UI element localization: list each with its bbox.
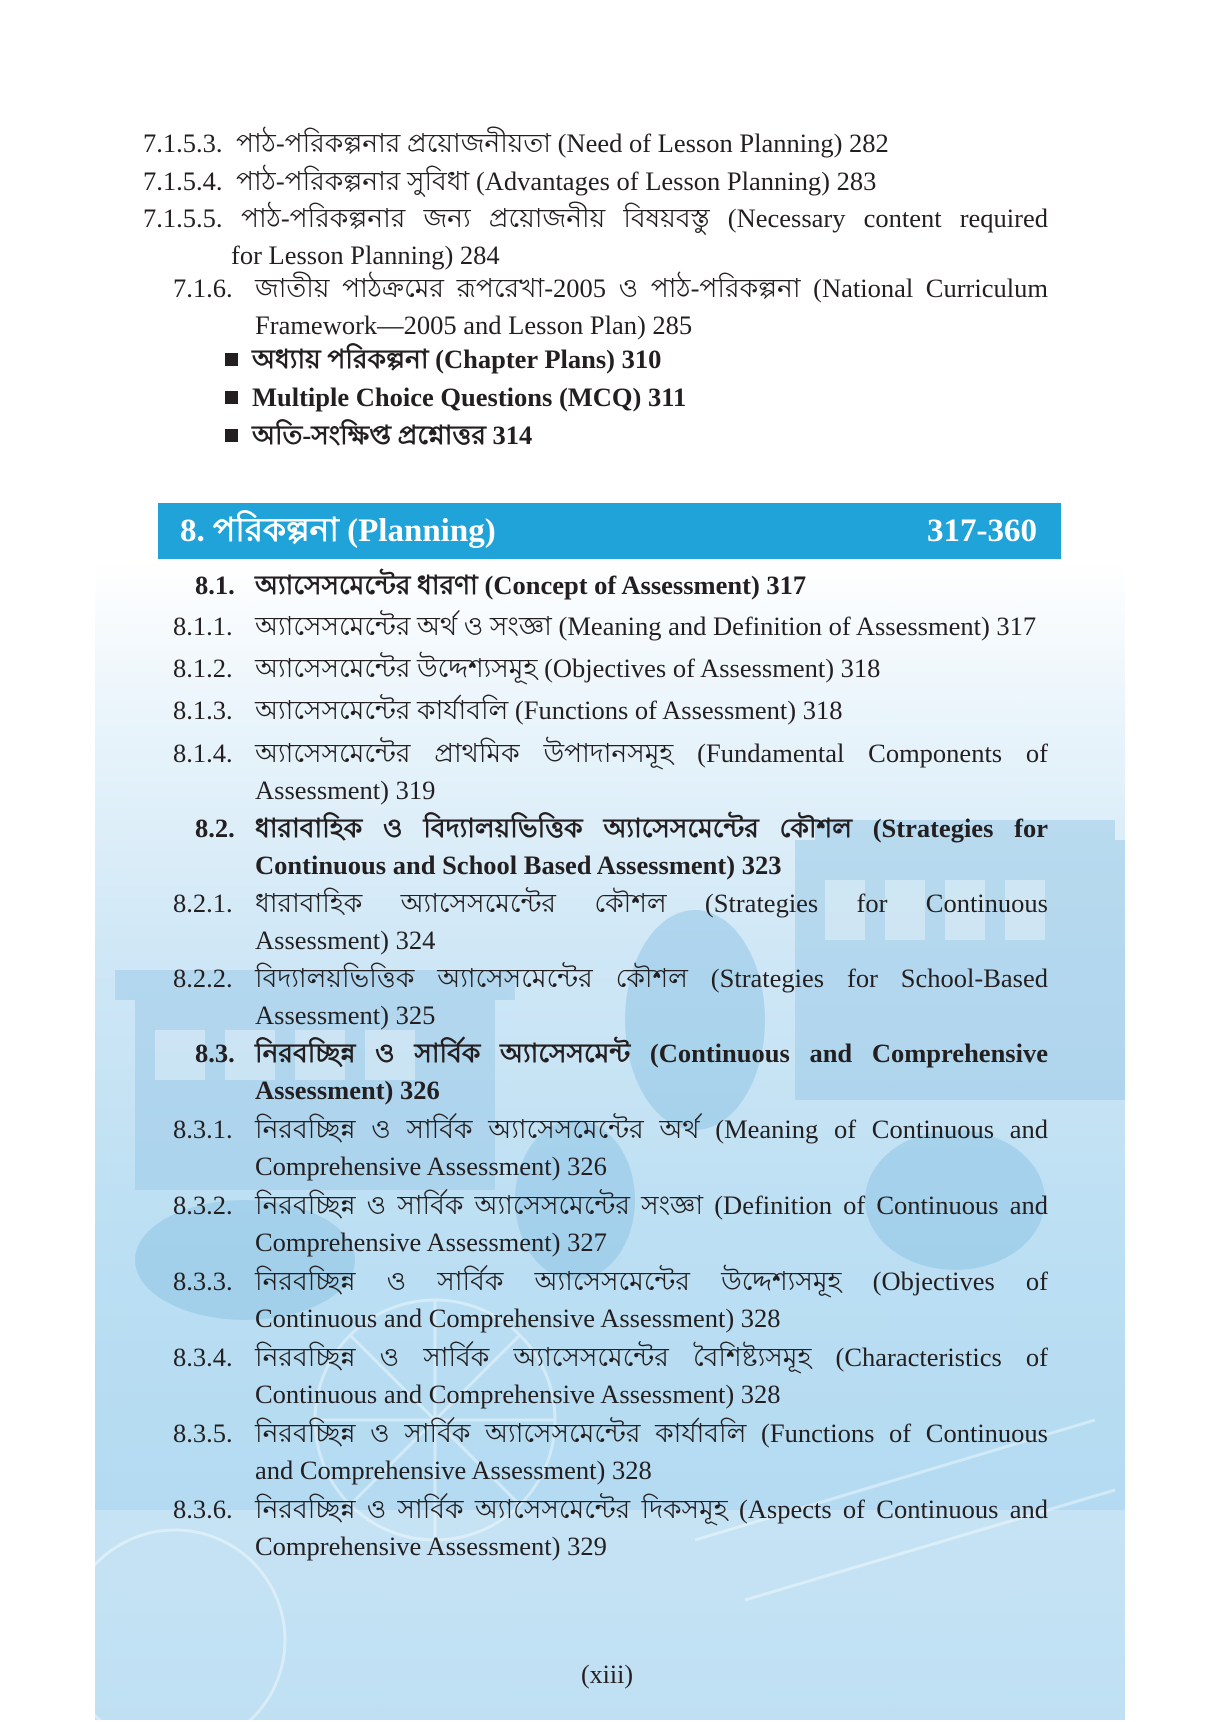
toc-entry-line: ধারাবাহিক অ্যাসেসমেন্টের কৌশল (Strategies for Continuous <box>255 888 1048 918</box>
toc-entry-line: ধারাবাহিক ও বিদ্যালয়ভিত্তিক অ্যাসেসমেন্টের কৌশল (Strategies for <box>255 813 1048 843</box>
toc-entry-number: 8.1.3. <box>173 695 233 725</box>
toc-bullet-item <box>225 379 686 416</box>
toc-entry-text <box>255 735 1048 809</box>
chapter-page-range: 317-360 <box>927 513 1037 549</box>
toc-entry-text <box>255 1111 1048 1185</box>
toc-entry-text: অ্যাসেসমেন্টের উদ্দেশ্যসমূহ (Objectives of Assessment) 318 <box>255 653 881 683</box>
page-number: (xiii) <box>581 1660 633 1689</box>
toc-entry-text <box>255 885 1048 959</box>
toc-entry-text: পাঠ-পরিকল্পনার প্রয়োজনীয়তা (Need of Lesson Planning) 282 <box>236 128 889 158</box>
toc-entry-number: 8.1. <box>195 570 235 600</box>
toc-entry-number: 8.1.2. <box>173 653 233 683</box>
toc-entry-text <box>255 1415 1048 1489</box>
toc-entry-number: 8.1.4. <box>173 738 233 768</box>
toc-entry-number: 8.2. <box>195 813 235 843</box>
square-bullet-icon <box>225 429 238 442</box>
toc-entry-line: Assessment) 319 <box>255 775 436 805</box>
toc-entry-text: অ্যাসেসমেন্টের কার্যাবলি (Functions of Assessment) 318 <box>255 695 843 725</box>
toc-entry-line: Comprehensive Assessment) 329 <box>255 1531 607 1561</box>
toc-entry-line: Continuous and Comprehensive Assessment) 328 <box>255 1379 781 1409</box>
toc-entry-text <box>255 810 1048 884</box>
toc-entry-line: নিরবচ্ছিন্ন ও সার্বিক অ্যাসেসমেন্টের অর্থ (Meaning of Continuous and <box>255 1114 1048 1144</box>
toc-entry-text <box>255 270 1048 344</box>
toc-bullet-text: Multiple Choice Questions (MCQ) 311 <box>252 382 687 412</box>
toc-entry-line: নিরবচ্ছিন্ন ও সার্বিক অ্যাসেসমেন্টের কার্যাবলি (Functions of Continuous <box>255 1418 1048 1448</box>
toc-entry-number: 8.3.6. <box>173 1494 233 1524</box>
toc-entry-line: বিদ্যালয়ভিত্তিক অ্যাসেসমেন্টের কৌশল (Strategies for School-Based <box>255 963 1048 993</box>
toc-entry-text <box>255 960 1048 1034</box>
toc-entry-number: 8.2.2. <box>173 963 233 993</box>
toc-entry-line: for Lesson Planning) 284 <box>231 240 500 270</box>
toc-entry-line: নিরবচ্ছিন্ন ও সার্বিক অ্যাসেসমেন্টের বৈশিষ্ট্যসমূহ (Characteristics of <box>255 1342 1048 1372</box>
toc-entry-text <box>255 1263 1048 1337</box>
toc-bullet-item <box>225 341 661 378</box>
toc-entry-number: 8.1.1. <box>173 611 233 641</box>
toc-entry-line: নিরবচ্ছিন্ন ও সার্বিক অ্যাসেসমেন্ট (Continuous and Comprehensive <box>255 1038 1048 1068</box>
toc-bullet-item <box>225 417 532 454</box>
toc-entry-number: 8.3.1. <box>173 1114 233 1144</box>
toc-entry-line: জাতীয় পাঠক্রমের রূপরেখা-2005 ও পাঠ-পরিকল্পনা (National Curriculum <box>255 273 1048 303</box>
toc-entry-line: নিরবচ্ছিন্ন ও সার্বিক অ্যাসেসমেন্টের উদ্দেশ্যসমূহ (Objectives of <box>255 1266 1048 1296</box>
toc-entry-text <box>255 1187 1048 1261</box>
toc-entry-text: অ্যাসেসমেন্টের ধারণা (Concept of Assessment) 317 <box>255 570 807 600</box>
toc-entry-number: 7.1.5.5. <box>143 203 223 233</box>
toc-entry-line: নিরবচ্ছিন্ন ও সার্বিক অ্যাসেসমেন্টের দিকসমূহ (Aspects of Continuous and <box>255 1494 1048 1524</box>
toc-entry-number: 7.1.5.4. <box>143 166 223 196</box>
toc-entry-number: 8.3. <box>195 1038 235 1068</box>
square-bullet-icon <box>225 391 238 404</box>
toc-entry-number: 8.3.5. <box>173 1418 233 1448</box>
toc-entry-text <box>255 1035 1048 1109</box>
chapter-title: 8. পরিকল্পনা (Planning) <box>180 513 496 549</box>
toc-entry-line: Framework—2005 and Lesson Plan) 285 <box>255 310 693 340</box>
chapter-heading <box>158 503 1061 559</box>
toc-entry-number: 8.3.4. <box>173 1342 233 1372</box>
toc-entry-text: পাঠ-পরিকল্পনার সুবিধা (Advantages of Lesson Planning) 283 <box>236 166 877 196</box>
toc-entry-number: 8.3.2. <box>173 1190 233 1220</box>
toc-entry-text <box>255 1339 1048 1413</box>
toc-entry-number: 8.2.1. <box>173 888 233 918</box>
toc-entry-line: Assessment) 326 <box>255 1075 440 1105</box>
toc-entry-text <box>231 200 1048 274</box>
toc-entry-text <box>255 1491 1048 1565</box>
toc-entry-number: 8.3.3. <box>173 1266 233 1296</box>
toc-entry-text: অ্যাসেসমেন্টের অর্থ ও সংজ্ঞা (Meaning and Definition of Assessment) 317 <box>255 611 1037 641</box>
toc-entry-line: Comprehensive Assessment) 327 <box>255 1227 607 1257</box>
toc-entry-line: Continuous and Comprehensive Assessment) 328 <box>255 1303 781 1333</box>
square-bullet-icon <box>225 353 238 366</box>
toc-bullet-text: অধ্যায় পরিকল্পনা (Chapter Plans) 310 <box>252 344 662 374</box>
toc-entry-line: পাঠ-পরিকল্পনার জন্য প্রয়োজনীয় বিষয়বস্তু (Necessary content required <box>241 203 1048 233</box>
toc-entry-line: Assessment) 324 <box>255 925 436 955</box>
toc-entry-line: Assessment) 325 <box>255 1000 436 1030</box>
toc-entry-number: 7.1.5.3. <box>143 128 223 158</box>
toc-bullet-text: অতি-সংক্ষিপ্ত প্রশ্নোত্তর 314 <box>252 420 533 450</box>
toc-entry-line: নিরবচ্ছিন্ন ও সার্বিক অ্যাসেসমেন্টের সংজ্ঞা (Definition of Continuous and <box>255 1190 1048 1220</box>
toc-entry-line: and Comprehensive Assessment) 328 <box>255 1455 652 1485</box>
toc-entry-line: Comprehensive Assessment) 326 <box>255 1151 607 1181</box>
toc-entry-line: অ্যাসেসমেন্টের প্রাথমিক উপাদানসমূহ (Fundamental Components of <box>255 738 1048 768</box>
toc-entry-line: Continuous and School Based Assessment) 323 <box>255 850 782 880</box>
toc-entry-number: 7.1.6. <box>173 273 233 303</box>
